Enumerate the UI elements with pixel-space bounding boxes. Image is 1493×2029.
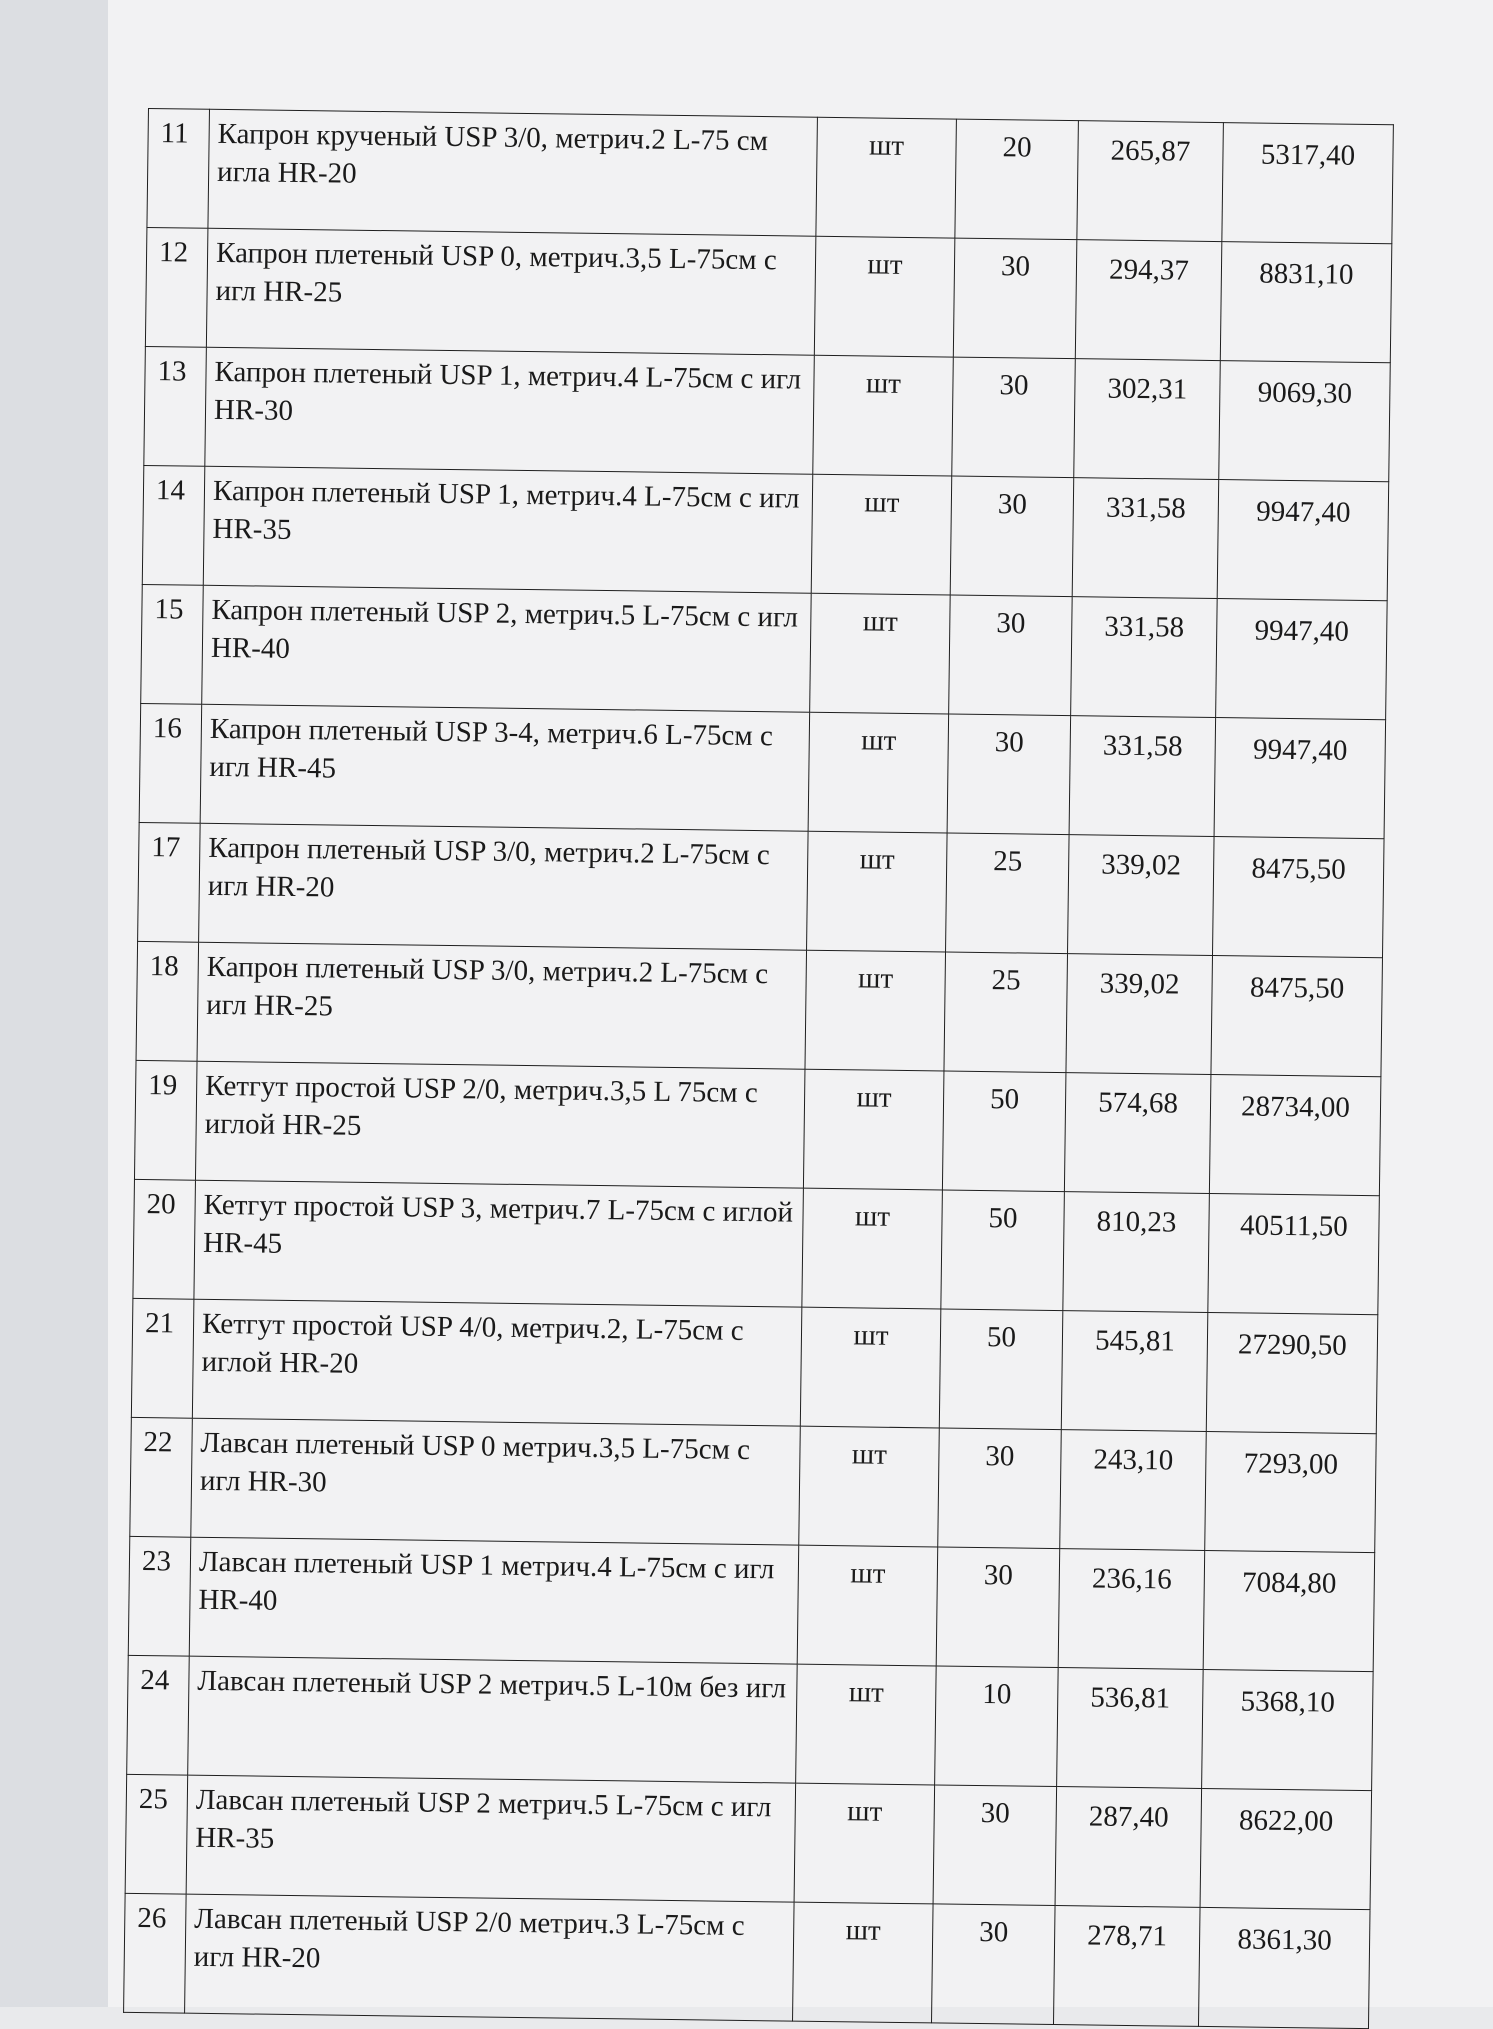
items-table	[123, 108, 1394, 2029]
item-unit: шт	[808, 712, 949, 833]
item-unit: шт	[810, 593, 951, 714]
item-price: 339,02	[1068, 835, 1215, 956]
item-name: Капрон плетеный USP 3-4, метрич.6 L-75см с игл HR-45	[200, 704, 810, 831]
table-row	[127, 1655, 1373, 1790]
table-row	[136, 941, 1382, 1076]
item-price: 339,02	[1066, 954, 1213, 1075]
item-price: 294,37	[1075, 240, 1222, 361]
item-unit: шт	[799, 1426, 940, 1547]
item-quantity: 50	[939, 1309, 1063, 1430]
item-total: 27290,50	[1206, 1312, 1378, 1433]
item-name: Лавсан плетеный USP 2 метрич.5 L-10м без игл	[188, 1656, 798, 1783]
table-row	[125, 1774, 1371, 1909]
row-number: 11	[147, 109, 210, 229]
table-row	[142, 465, 1388, 600]
item-unit: шт	[813, 355, 954, 476]
item-price: 810,23	[1063, 1192, 1210, 1313]
item-name: Кетгут простой USP 2/0, метрич.3,5 L 75см с иглой HR-25	[195, 1061, 805, 1188]
table-row	[128, 1536, 1374, 1671]
item-name: Кетгут простой USP 4/0, метрич.2, L-75см с иглой HR-20	[192, 1299, 802, 1426]
table-row	[145, 227, 1391, 362]
item-unit: шт	[796, 1664, 937, 1785]
item-name: Капрон крученый USP 3/0, метрич.2 L-75 см игла HR-20	[208, 109, 818, 236]
item-price: 243,10	[1060, 1430, 1207, 1551]
row-number: 23	[128, 1536, 191, 1656]
table-row	[139, 703, 1385, 838]
row-number: 26	[124, 1893, 187, 2013]
item-price: 536,81	[1057, 1668, 1204, 1789]
table-row	[144, 346, 1390, 481]
row-number: 18	[136, 941, 199, 1061]
table-row	[147, 109, 1393, 244]
item-total: 8361,30	[1198, 1907, 1370, 2028]
item-price: 278,71	[1053, 1906, 1200, 2027]
table-row	[131, 1298, 1377, 1433]
item-unit: шт	[794, 1783, 935, 1904]
item-price: 545,81	[1061, 1311, 1208, 1432]
background-left-strip	[0, 0, 108, 2007]
item-quantity: 30	[936, 1547, 1060, 1668]
item-price: 331,58	[1069, 716, 1216, 837]
item-name: Капрон плетеный USP 0, метрич.3,5 L-75см с игл HR-25	[206, 228, 816, 355]
item-quantity: 30	[953, 238, 1077, 359]
item-unit: шт	[802, 1188, 943, 1309]
row-number: 16	[139, 703, 202, 823]
item-total: 9947,40	[1214, 718, 1386, 839]
item-name: Капрон плетеный USP 3/0, метрич.2 L-75см с игл HR-20	[199, 823, 809, 950]
item-quantity: 30	[952, 357, 1076, 478]
item-name: Капрон плетеный USP 2, метрич.5 L-75см с игл HR-40	[202, 585, 812, 712]
item-quantity: 30	[950, 476, 1074, 597]
item-total: 8475,50	[1211, 956, 1383, 1077]
table-row	[130, 1417, 1376, 1552]
row-number: 15	[141, 584, 204, 704]
row-number: 19	[134, 1060, 197, 1180]
item-name: Капрон плетеный USP 1, метрич.4 L-75см с игл HR-30	[205, 347, 815, 474]
item-name: Лавсан плетеный USP 1 метрич.4 L-75см с игл HR-40	[189, 1537, 799, 1664]
item-quantity: 10	[935, 1666, 1059, 1787]
item-total: 9069,30	[1219, 361, 1391, 482]
row-number: 14	[142, 465, 205, 585]
table-row	[141, 584, 1387, 719]
item-quantity: 30	[949, 595, 1073, 716]
item-unit: шт	[805, 950, 946, 1071]
item-quantity: 25	[946, 833, 1070, 954]
item-quantity: 20	[955, 119, 1079, 240]
item-price: 331,58	[1071, 597, 1218, 718]
item-quantity: 50	[942, 1071, 1066, 1192]
item-quantity: 30	[932, 1904, 1056, 2025]
table-row	[133, 1179, 1379, 1314]
item-unit: шт	[793, 1902, 934, 2023]
row-number: 12	[145, 227, 208, 347]
item-unit: шт	[807, 831, 948, 952]
item-quantity: 25	[944, 952, 1068, 1073]
item-price: 265,87	[1077, 121, 1224, 242]
item-total: 40511,50	[1208, 1193, 1380, 1314]
row-number: 24	[127, 1655, 190, 1775]
row-number: 22	[130, 1417, 193, 1537]
item-name: Кетгут простой USP 3, метрич.7 L-75см с иглой HR-45	[194, 1180, 804, 1307]
item-total: 9947,40	[1217, 480, 1389, 601]
item-name: Капрон плетеный USP 1, метрич.4 L-75см с игл HR-35	[203, 466, 813, 593]
item-price: 302,31	[1074, 359, 1221, 480]
item-price: 331,58	[1072, 478, 1219, 599]
row-number: 13	[144, 346, 207, 466]
item-name: Лавсан плетеный USP 0 метрич.3,5 L-75см с игл HR-30	[191, 1418, 801, 1545]
table-row	[134, 1060, 1380, 1195]
item-price: 287,40	[1055, 1787, 1202, 1908]
row-number: 17	[138, 822, 201, 942]
item-total: 5317,40	[1222, 123, 1394, 244]
item-unit: шт	[814, 236, 955, 357]
item-quantity: 30	[947, 714, 1071, 835]
table-row	[138, 822, 1384, 957]
item-unit: шт	[803, 1069, 944, 1190]
item-total: 7084,80	[1203, 1550, 1375, 1671]
item-total: 8475,50	[1212, 837, 1384, 958]
items-table-body	[124, 109, 1394, 2029]
item-quantity: 30	[938, 1428, 1062, 1549]
item-name: Капрон плетеный USP 3/0, метрич.2 L-75см с игл HR-25	[197, 942, 807, 1069]
item-price: 574,68	[1064, 1073, 1211, 1194]
item-name: Лавсан плетеный USP 2 метрич.5 L-75см с игл HR-35	[186, 1775, 796, 1902]
item-total: 9947,40	[1216, 599, 1388, 720]
item-unit: шт	[800, 1307, 941, 1428]
item-total: 8622,00	[1200, 1788, 1372, 1909]
item-total: 7293,00	[1205, 1431, 1377, 1552]
item-name: Лавсан плетеный USP 2/0 метрич.3 L-75см с игл HR-20	[185, 1894, 795, 2021]
item-unit: шт	[797, 1545, 938, 1666]
row-number: 20	[133, 1179, 196, 1299]
item-unit: шт	[811, 474, 952, 595]
item-total: 28734,00	[1209, 1074, 1381, 1195]
item-price: 236,16	[1058, 1549, 1205, 1670]
item-total: 8831,10	[1220, 242, 1392, 363]
item-quantity: 30	[933, 1785, 1057, 1906]
table-row	[124, 1893, 1370, 2028]
item-quantity: 50	[941, 1190, 1065, 1311]
row-number: 21	[131, 1298, 194, 1418]
item-total: 5368,10	[1202, 1669, 1374, 1790]
item-unit: шт	[816, 117, 957, 238]
row-number: 25	[125, 1774, 188, 1894]
